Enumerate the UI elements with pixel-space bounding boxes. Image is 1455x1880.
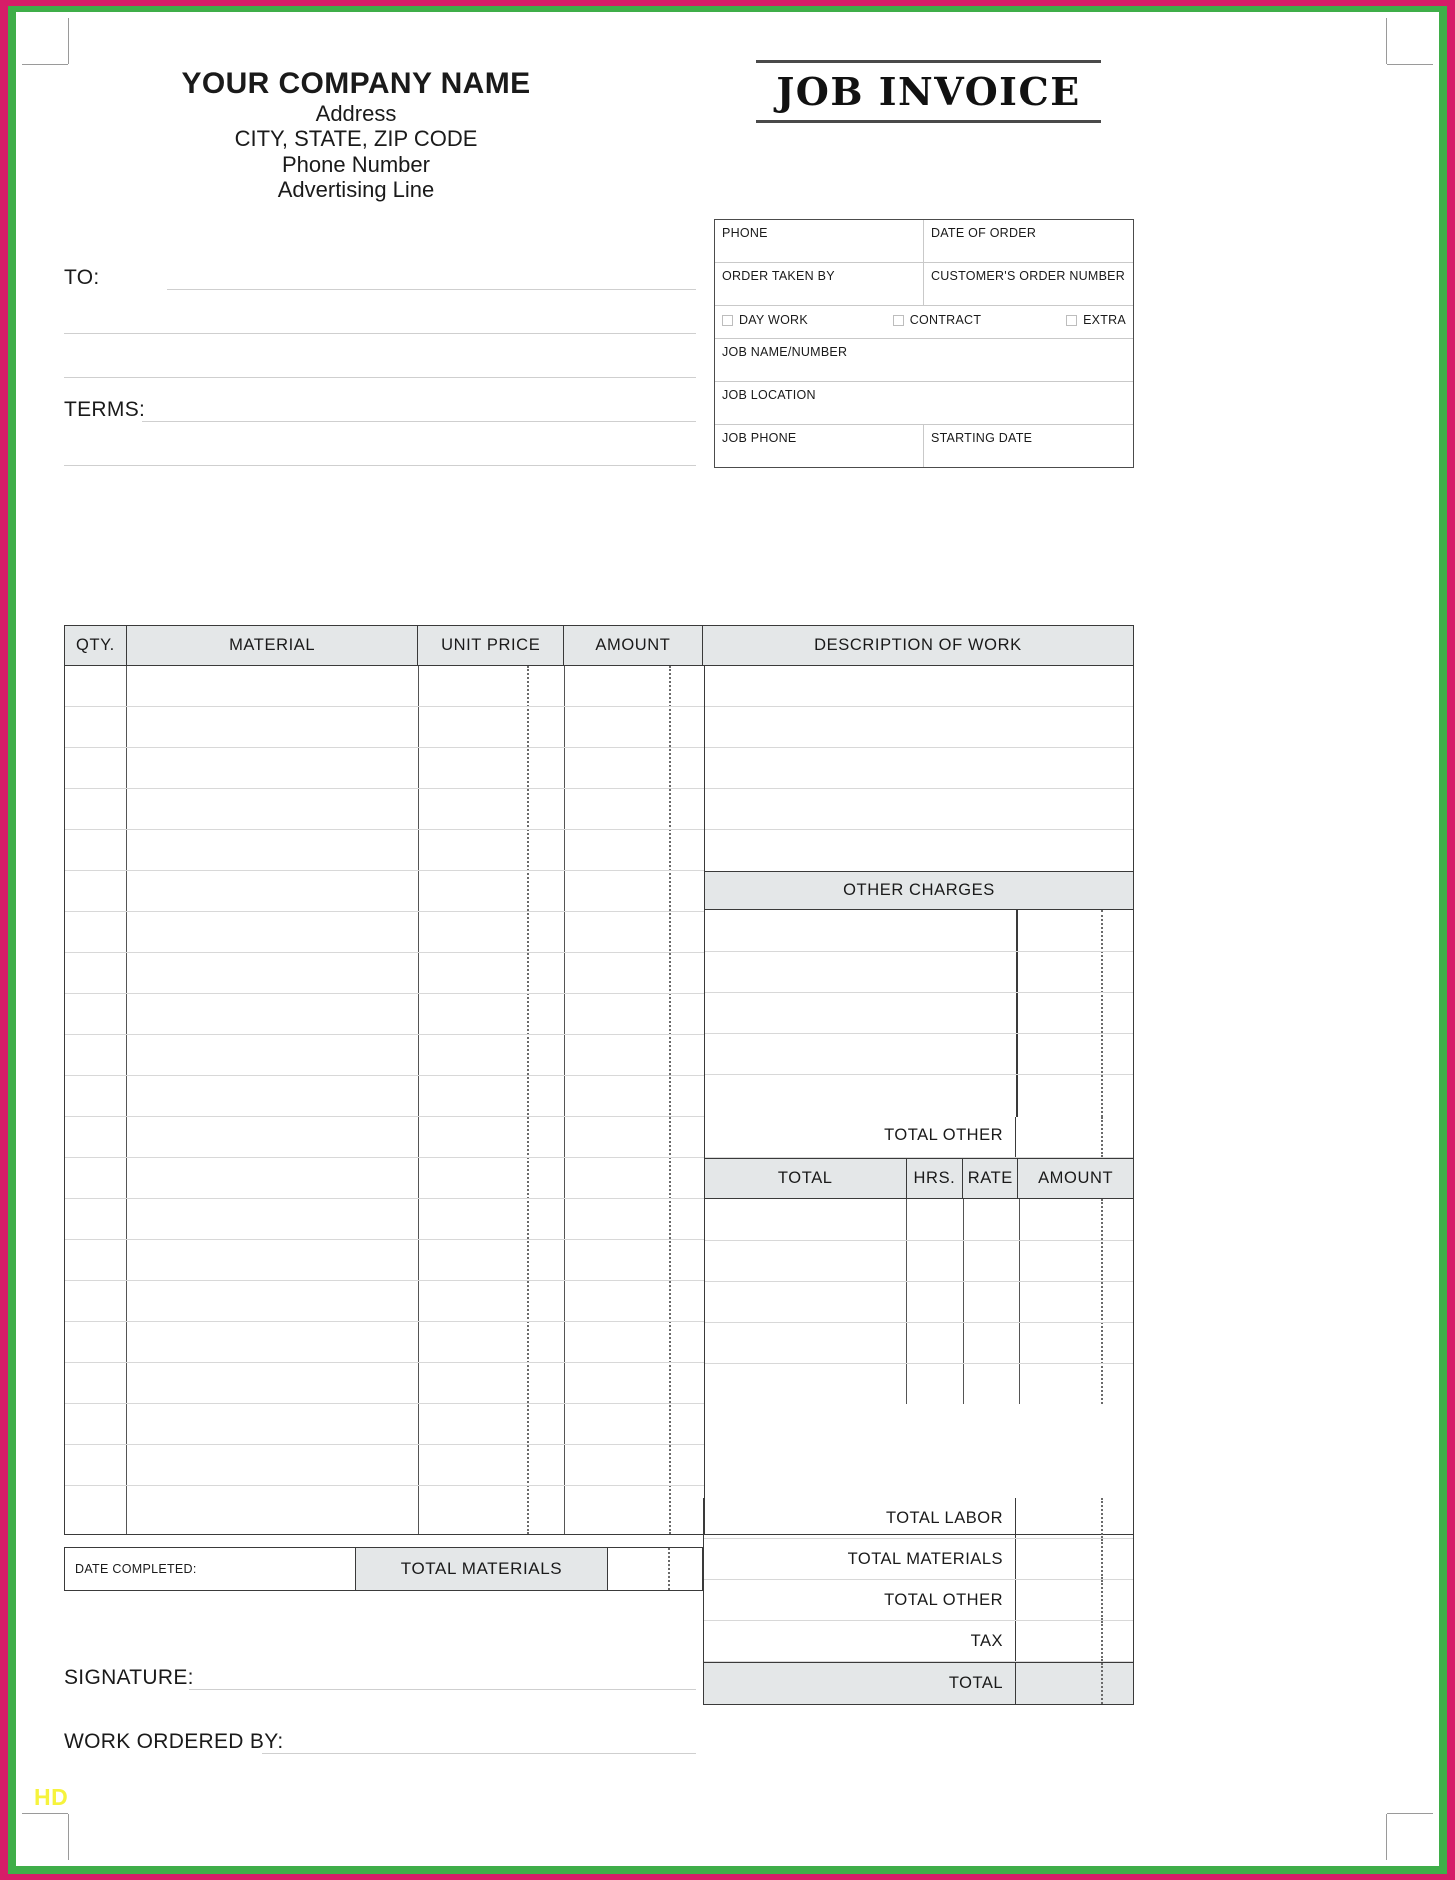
row-divider [705, 1322, 1133, 1323]
other-charges-header: OTHER CHARGES [705, 871, 1133, 910]
order-taken-by-label: ORDER TAKEN BY [722, 269, 835, 283]
terms-label: TERMS: [64, 398, 146, 421]
totals-row-grand-total [704, 1662, 1133, 1704]
extra-label: EXTRA [1083, 313, 1126, 327]
totals-row-other [704, 1580, 1133, 1621]
items-table-body [65, 666, 1133, 1534]
customers-order-number-cell[interactable] [924, 263, 1133, 305]
column-header-rate: RATE [963, 1159, 1018, 1198]
title-rule-bottom [756, 120, 1101, 123]
row-divider [65, 911, 704, 912]
row-divider [705, 1240, 1133, 1241]
row-divider [65, 952, 704, 953]
grand-total-value[interactable] [1015, 1663, 1133, 1704]
info-row-work-type [715, 306, 1133, 339]
row-divider [705, 829, 1133, 830]
phone-cell[interactable] [715, 220, 924, 262]
total-labor-label: TOTAL LABOR [885, 1508, 1003, 1527]
row-divider [705, 1033, 1133, 1034]
tax-label: TAX [970, 1631, 1003, 1650]
decimal-guide-total-materials [668, 1548, 670, 1590]
to-input-line-3[interactable] [64, 377, 696, 378]
customer-fields [64, 250, 696, 470]
info-row-phone-date [715, 220, 1133, 263]
contract-checkbox-group[interactable] [893, 313, 981, 327]
total-other-row [705, 1117, 1133, 1158]
labor-table-header [705, 1158, 1133, 1199]
extra-checkbox-group[interactable] [1066, 313, 1126, 327]
row-divider [705, 747, 1133, 748]
column-header-hrs: HRS. [907, 1159, 964, 1198]
items-table-header [65, 626, 1133, 666]
total-other-summary-label: TOTAL OTHER [884, 1590, 1003, 1609]
row-divider [65, 1034, 704, 1035]
items-left-columns[interactable] [65, 666, 704, 1534]
decimal-guide [1101, 1663, 1103, 1704]
decimal-guide [1101, 1580, 1103, 1620]
job-info-table [714, 219, 1134, 468]
starting-date-cell[interactable] [924, 425, 1133, 467]
day-work-checkbox-group[interactable] [722, 313, 808, 327]
signature-field-row[interactable] [64, 1630, 696, 1694]
total-materials-value[interactable] [608, 1548, 702, 1590]
terms-field-row-2[interactable] [64, 426, 696, 470]
row-divider [65, 829, 704, 830]
row-divider [65, 1362, 704, 1363]
info-row-job-name-number [715, 339, 1133, 382]
to-field-row-2[interactable] [64, 294, 696, 338]
column-header-unit-price: UNIT PRICE [418, 626, 564, 665]
row-divider [65, 993, 704, 994]
column-header-labor-amount: AMOUNT [1038, 1169, 1114, 1187]
document-title-block [756, 60, 1101, 123]
to-field-row-3[interactable] [64, 338, 696, 382]
total-materials-summary-value[interactable] [1015, 1539, 1133, 1579]
order-taken-by-cell[interactable] [715, 263, 924, 305]
total-other-summary-value[interactable] [1015, 1580, 1133, 1620]
items-table [64, 625, 1134, 1535]
row-divider [65, 1403, 704, 1404]
checkbox-icon-day-work[interactable] [722, 315, 733, 326]
company-name: YOUR COMPANY NAME [181, 67, 531, 100]
checkbox-icon-extra[interactable] [1066, 315, 1077, 326]
info-row-job-phone-starting-date [715, 425, 1133, 467]
total-labor-value[interactable] [1015, 1498, 1133, 1538]
row-divider [705, 1363, 1133, 1364]
title-rule-top [756, 60, 1101, 63]
contract-label: CONTRACT [909, 313, 982, 327]
terms-field-row[interactable] [64, 382, 696, 426]
column-header-description: DESCRIPTION OF WORK [814, 636, 1022, 654]
work-ordered-by-field-row[interactable] [64, 1694, 696, 1758]
row-divider [65, 788, 704, 789]
job-phone-label: JOB PHONE [722, 431, 797, 445]
decimal-guide [1101, 1498, 1103, 1538]
decimal-guide-total-other [1101, 1117, 1103, 1157]
row-divider [65, 1239, 704, 1240]
date-of-order-label: DATE OF ORDER [931, 226, 1037, 240]
terms-input-line-2[interactable] [64, 465, 696, 466]
row-divider [705, 1074, 1133, 1075]
row-divider [65, 1198, 704, 1199]
totals-row-materials [704, 1539, 1133, 1580]
column-divider-hrs [963, 1199, 964, 1404]
other-charges-area[interactable] [705, 910, 1133, 1117]
row-divider [65, 870, 704, 871]
phone-label: PHONE [722, 226, 768, 240]
total-materials-summary-label: TOTAL MATERIALS [847, 1549, 1003, 1568]
job-location-cell[interactable] [715, 382, 1133, 424]
company-city-state-zip-line: CITY, STATE, ZIP CODE [234, 126, 478, 152]
row-divider [705, 951, 1133, 952]
row-divider [65, 706, 704, 707]
to-field-row[interactable] [64, 250, 696, 294]
starting-date-label: STARTING DATE [931, 431, 1033, 445]
company-address-line: Address [315, 100, 397, 126]
invoice-page [16, 12, 1439, 1866]
column-header-qty: QTY. [65, 626, 127, 665]
work-type-cell [715, 306, 1133, 338]
to-input-line-2[interactable] [64, 333, 696, 334]
row-divider [65, 1444, 704, 1445]
row-divider [65, 1485, 704, 1486]
row-divider [65, 1157, 704, 1158]
totals-summary-table [703, 1498, 1134, 1705]
other-charges-value-divider [1016, 910, 1018, 1117]
page-title: JOB INVOICE [776, 69, 1081, 114]
date-of-order-cell[interactable] [924, 220, 1133, 262]
grand-total-label: TOTAL [948, 1674, 1003, 1692]
work-ordered-by-input-line[interactable] [262, 1753, 696, 1754]
signature-fields [64, 1630, 696, 1758]
total-materials-label: TOTAL MATERIALS [356, 1548, 608, 1590]
row-divider [65, 1321, 704, 1322]
work-ordered-by-label: WORK ORDERED BY: [64, 1730, 284, 1753]
decimal-guide [1101, 1539, 1103, 1579]
row-divider [705, 1281, 1133, 1282]
terms-input-line[interactable] [142, 421, 696, 422]
row-divider [65, 1116, 704, 1117]
decimal-guide [1101, 1621, 1103, 1661]
signature-input-line[interactable] [189, 1689, 696, 1690]
row-divider [705, 788, 1133, 789]
totals-row-tax [704, 1621, 1133, 1662]
total-other-label: TOTAL OTHER [884, 1126, 1003, 1144]
row-divider [705, 706, 1133, 707]
info-row-order-taken-customer-number [715, 263, 1133, 306]
column-header-amount: AMOUNT [564, 626, 703, 665]
date-completed-cell[interactable] [65, 1548, 356, 1590]
company-header [56, 67, 656, 203]
job-phone-cell[interactable] [715, 425, 924, 467]
hd-watermark: HD [34, 1784, 69, 1810]
row-divider [65, 747, 704, 748]
job-name-number-label: JOB NAME/NUMBER [722, 345, 848, 359]
column-header-material: MATERIAL [127, 626, 418, 665]
description-of-work-area[interactable] [705, 666, 1133, 871]
to-input-line[interactable] [167, 289, 696, 290]
total-other-value[interactable] [1015, 1117, 1133, 1157]
date-completed-label: DATE COMPLETED: [75, 1562, 197, 1576]
info-row-job-location [715, 382, 1133, 425]
day-work-label: DAY WORK [739, 313, 808, 327]
column-divider-rate [1019, 1199, 1020, 1404]
date-completed-strip [64, 1547, 703, 1591]
row-divider [65, 1075, 704, 1076]
items-right-columns [704, 666, 1133, 1534]
column-header-labor-total: TOTAL [705, 1159, 907, 1198]
decimal-guide-other [1101, 910, 1103, 1117]
labor-table-body[interactable] [705, 1199, 1133, 1404]
company-advertising-line: Advertising Line [277, 177, 435, 203]
column-divider-labor-total [906, 1199, 907, 1404]
company-phone-line: Phone Number [282, 151, 430, 177]
signature-label: SIGNATURE: [64, 1666, 194, 1689]
job-name-number-cell[interactable] [715, 339, 1133, 381]
job-location-label: JOB LOCATION [722, 388, 816, 402]
checkbox-icon-contract[interactable] [893, 315, 904, 326]
row-divider [65, 1280, 704, 1281]
totals-row-labor [704, 1498, 1133, 1539]
row-divider [705, 992, 1133, 993]
tax-value[interactable] [1015, 1621, 1133, 1661]
customers-order-number-label: CUSTOMER'S ORDER NUMBER [931, 269, 1126, 283]
to-label: TO: [64, 266, 100, 289]
decimal-guide-labor-amount [1101, 1199, 1103, 1404]
